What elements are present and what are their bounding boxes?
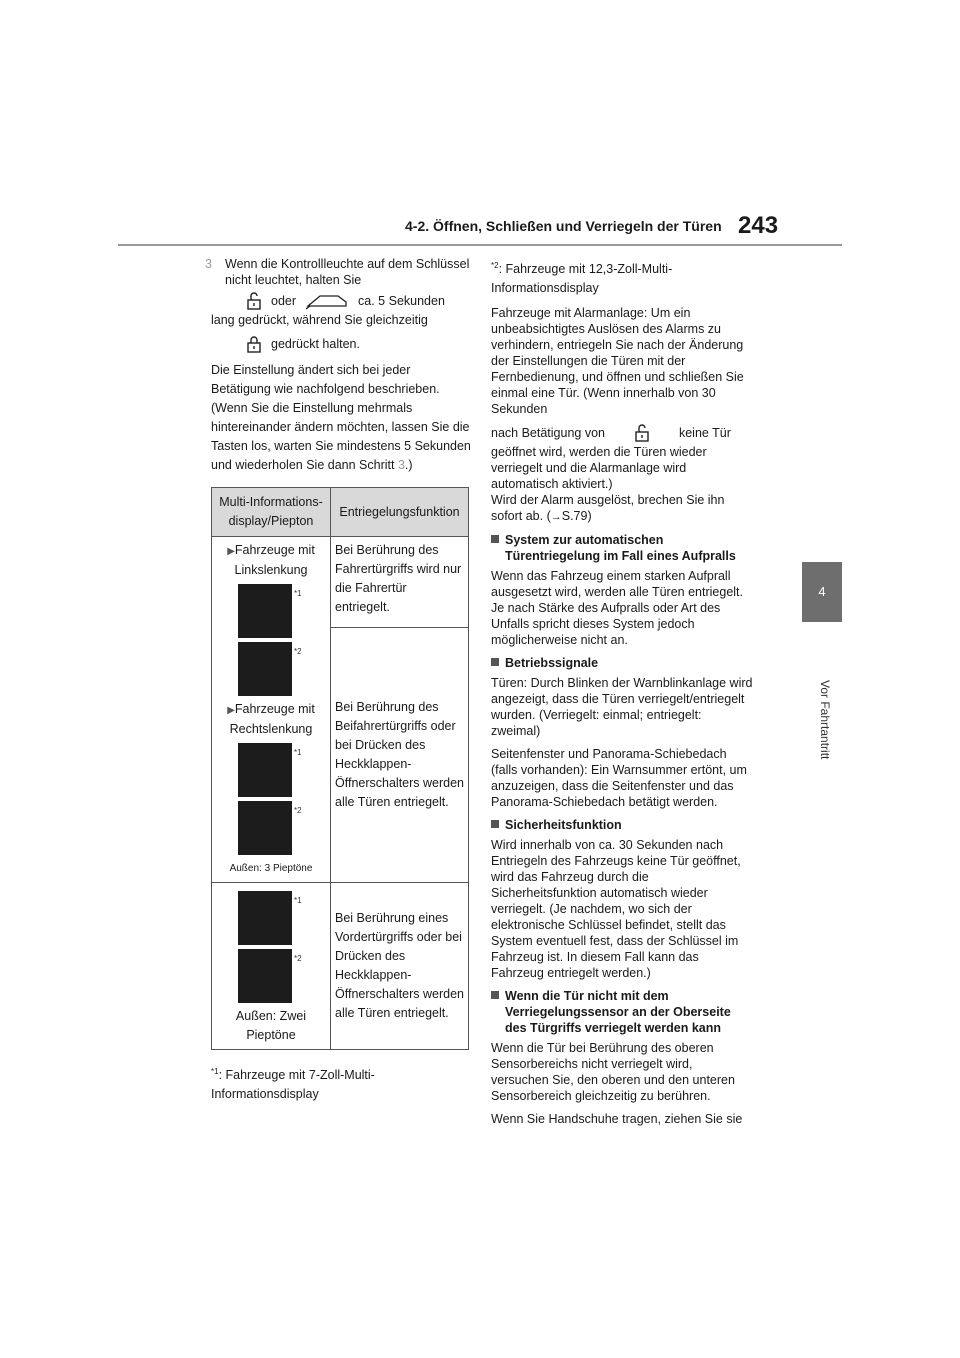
function-cell-2: Bei Berührung des Beifahrertürgriffs oder bei Drücken des Heckklappen-Öffnerschalters werden alle Türen entriegelt. (331, 628, 469, 883)
car-display-image (238, 801, 292, 855)
heading-auto-unlock (491, 532, 753, 564)
triangle-icon: ▶ (227, 546, 235, 557)
triangle-icon: ▶ (227, 705, 235, 716)
square-bullet-icon (491, 658, 499, 666)
alarm-text-b2: keine Tür (678, 426, 731, 441)
page-number: 243 (738, 212, 779, 239)
alarm-paragraph-c: geöffnet wird, werden die Türen wieder verriegelt und die Alarmanlage wird automatisch aktiviert.) (491, 445, 707, 492)
page-reference-link[interactable]: S.79) (561, 509, 592, 524)
display-cell-3 (212, 883, 331, 1050)
footnote-2-index: *2 (491, 261, 499, 270)
tag-1: *1 (294, 896, 302, 905)
car-display-image (238, 584, 292, 638)
icon-line-oder: oder (271, 294, 297, 308)
alarm-text-b1: nach Betätigung von (491, 426, 605, 441)
display-image-row (216, 642, 326, 696)
display-image-row (216, 743, 326, 797)
settings-text: Die Einstellung ändert sich bei jeder Betätigung wie nachfolgend beschrieben. (Wenn Sie die Einstellung mehrmals hintereinander ändern möchten, lassen Sie die Tasten los, warten Sie mindestens 5 Sekunden und wiederholen Sie dann Schritt (211, 363, 471, 472)
footnote-2-text: : Fahrzeuge mit 12,3-Zoll-Multi-Informationsdisplay (491, 262, 673, 296)
lhd-label (216, 541, 326, 580)
step-text: Wenn die Kontrollleuchte auf dem Schlüssel nicht leuchtet, halten Sie (225, 257, 470, 287)
car-display-image (238, 642, 292, 696)
square-bullet-icon (491, 535, 499, 543)
table-row (212, 883, 469, 1050)
square-bullet-icon (491, 991, 499, 999)
car-display-image (238, 743, 292, 797)
display-image-row (216, 949, 326, 1003)
header-divider (118, 244, 842, 246)
beep-info-3: Außen: Zwei Pieptöne (235, 1009, 307, 1042)
footnote-1 (211, 1062, 473, 1104)
settings-paragraph (211, 361, 473, 475)
tailgate-icon (304, 292, 350, 310)
car-display-image (238, 949, 292, 1003)
col-header-display: Multi-Informations-display/Piepton (212, 488, 331, 537)
display-image-row (216, 584, 326, 638)
alarm-paragraph-a: Fahrzeuge mit Alarmanlage: Um ein unbeabsichtigtes Auslösen des Alarms zu verhindern, entriegeln Sie nach der Änderung der Einstellungen die Türen mit der Fernbedienung, und öffnen und schließen Sie einmal eine Tür. (Wenn innerhalb von 30 Sekunden (491, 306, 744, 417)
section-title: 4-2. Öffnen, Schließen und Verriegeln der Türen (405, 218, 722, 234)
tag-2: *2 (294, 806, 302, 815)
footnote-2 (491, 256, 753, 298)
beep-info: Außen: 3 Pieptöne (229, 863, 313, 874)
display-cell-1 (212, 537, 331, 883)
heading-text: Sicherheitsfunktion (505, 818, 622, 833)
step-3 (205, 256, 473, 288)
paragraph: Seitenfenster und Panorama-Schiebedach (falls vorhanden): Ein Warnsummer ertönt, um anzuzeigen, dass die Seitenfenster und das Panorama-Schiebedach betätigt werden. (491, 747, 747, 810)
step-number: 3 (205, 257, 212, 271)
table-header (212, 488, 469, 537)
heading-text: Wenn die Tür nicht mit dem Verriegelungssensor an der Oberseite des Türgriffs verriegelt werden kann (505, 989, 731, 1036)
alarm-paragraph-d (491, 492, 753, 525)
unlock-icon (245, 292, 263, 310)
footnote-1-text: : Fahrzeuge mit 7-Zoll-Multi-Informationsdisplay (211, 1068, 375, 1102)
table-row (212, 537, 469, 628)
chapter-tab (802, 562, 842, 622)
step-ref: 3 (397, 458, 405, 472)
display-image-row (216, 801, 326, 855)
car-display-image (238, 891, 292, 945)
icon-line-2: lang gedrückt, während Sie gleichzeitig (211, 313, 428, 327)
heading-security (491, 817, 753, 833)
lock-icon (245, 335, 263, 353)
heading-signals (491, 655, 753, 671)
tag-2: *2 (294, 954, 302, 963)
col-header-function: Entriegelungsfunktion (331, 488, 469, 537)
display-image-row (216, 891, 326, 945)
unlock-function-table (211, 487, 469, 1050)
rhd-label-text: Fahrzeuge mit Rechtslenkung (229, 702, 315, 736)
paragraph: Wenn Sie Handschuhe tragen, ziehen Sie sie (491, 1112, 743, 1127)
tag-1: *1 (294, 748, 302, 757)
settings-end: .) (404, 458, 413, 472)
tag-1: *1 (294, 589, 302, 598)
lhd-label-text: Fahrzeuge mit Linkslenkung (234, 543, 315, 577)
paragraph: Wenn das Fahrzeug einem starken Aufprall ausgesetzt wird, werden alle Türen entriegelt. Je nach Stärke des Aufpralls oder Art des Unfalls spricht dieses System jedoch möglicherweise nicht an. (491, 569, 743, 648)
alarm-text-d: Wird der Alarm ausgelöst, brechen Sie ihn sofort ab. ( (491, 493, 725, 524)
icon-line-3 (245, 335, 473, 353)
alarm-icon-line (491, 424, 753, 442)
paragraph: Wird innerhalb von ca. 30 Sekunden nach Entriegeln des Fahrzeugs keine Tür geöffnet, wird das Fahrzeug durch die Sicherheitsfunktion automatisch wieder verriegelt. (Je nachdem, wo sich der elektronische Schlüssel befindet, stellt das System eventuell fest, dass der Schlüssel im Fahrzeug ist. In diesem Fall kann das Fahrzeug entriegelt werden.) (491, 838, 741, 981)
icon-line-1 (245, 292, 473, 310)
icon-line-tail: ca. 5 Sekunden (358, 294, 445, 308)
function-cell-3: Bei Berührung eines Vordertürgriffs oder bei Drücken des Heckklappen-Öffnerschalters werden alle Türen entriegelt. (331, 883, 469, 1050)
heading-text: Betriebssignale (505, 656, 599, 671)
arrow-icon: → (550, 511, 562, 524)
heading-sensor (491, 988, 753, 1036)
paragraph: Türen: Durch Blinken der Warnblinkanlage wird angezeigt, dass die Türen verriegelt/entriegelt wurden. (Verriegelt: einmal; entriegelt: zweimal) (491, 676, 753, 739)
function-cell-1: Bei Berührung des Fahrertürgriffs wird nur die Fahrertür entriegelt. (331, 537, 469, 628)
chapter-label: Vor Fahrtantritt (818, 680, 832, 760)
unlock-icon (633, 424, 651, 442)
chapter-number: 4 (818, 584, 826, 599)
heading-text: System zur automatischen Türentriegelung im Fall eines Aufpralls (505, 533, 736, 564)
right-column (491, 256, 753, 1134)
left-column (205, 256, 473, 1104)
footnote-1-index: *1 (211, 1067, 219, 1076)
tag-2: *2 (294, 647, 302, 656)
rhd-label (216, 700, 326, 739)
icon-line-3-text: gedrückt halten. (271, 337, 360, 351)
paragraph: Wenn die Tür bei Berührung des oberen Sensorbereichs nicht verriegelt wird, versuchen Sie, den oberen und den unteren Sensorbereich gleichzeitig zu berühren. (491, 1041, 735, 1104)
square-bullet-icon (491, 820, 499, 828)
